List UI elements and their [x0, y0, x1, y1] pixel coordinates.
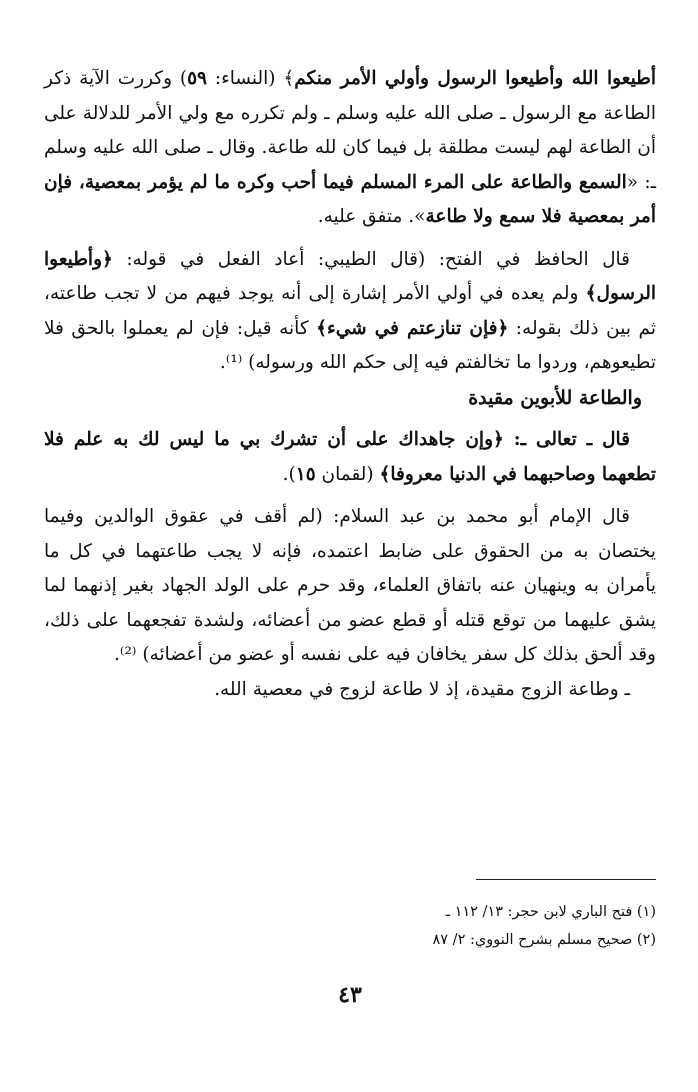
quote-intro: قال الحافظ في الفتح: (قال الطيبي: أعاد الفعل في قوله:: [112, 248, 630, 270]
verse-number: ١٥: [295, 463, 316, 485]
hadith-text: السمع والطاعة على المرء المسلم فيما أحب وكره ما لم يؤمر بمعصية، فإن أمر بمعصية فلا سمع ولا طاعة: [44, 171, 656, 227]
verse-number: ٥٩: [187, 68, 207, 89]
paragraph-2: [44, 243, 656, 381]
verse-text: ﴿وإن جاهداك على أن تشرك بي ما ليس لك به علم فلا تطعهما وصاحبهما في الدنيا معروفا﴾: [44, 429, 656, 485]
page-number: ٤٣: [338, 982, 362, 1008]
footnote-divider: [476, 879, 656, 880]
verse-text: أطيعوا الله وأطيعوا الرسول وأولي الأمر منكم: [294, 68, 657, 89]
paragraph-3: [44, 423, 656, 492]
section-heading: والطاعة للأبوين مقيدة: [468, 386, 642, 409]
paragraph-1: [44, 62, 656, 235]
commentary-text: ) وكررت الآية ذكر الطاعة مع الرسول ـ صلى الله عليه وسلم ـ ولم تكرره مع ولي الأمر للدلالة على أن الطاعة لهم ليست مطلقة بل فيما كان لله طاعة. وقال ـ صلى الله عليه وسلم ـ: «: [44, 68, 656, 193]
verse-reference: (لقمان: [315, 463, 380, 485]
verse-fragment-1: ﴿وأطيعوا الرسول﴾: [44, 248, 656, 304]
paragraph-5: [44, 673, 656, 708]
closing-line: ـ وطاعة الزوج مقيدة، إذ لا طاعة لزوج في معصية الله.: [214, 678, 630, 700]
imam-quote: قال الإمام أبو محمد بن عبد السلام: (لم أقف في عقوق الوالدين وفيما يختصان به من الحقوق على ضابط اعتمده، فإنه لا يجب طاعتهما في كل ما يأمران به وينهيان عنه باتفاق العلماء، وقد حرم على الولد الجهاد بغير إذنهما لما يشق عليهما من توقع قتله أو قطع عضو من أعضائه، ولشدة تفجعهما على ذلك، وقد ألحق بذلك كل سفر يخافان فيه على نفسه أو عضو من أعضائه) ⁽²⁾.: [44, 506, 656, 665]
footnote-2: (٢) صحيح مسلم بشرح النووي: ٢/ ٨٧: [432, 932, 656, 948]
verse-reference: ﴾ (النساء:: [207, 68, 295, 89]
verse-fragment-2: ﴿فإن تنازعتم في شيء﴾: [316, 317, 509, 339]
verse-intro: قال ـ تعالى ـ:: [503, 429, 630, 450]
verse-reference-end: ).: [282, 463, 296, 485]
paragraph-4: [44, 500, 656, 673]
quote-body: ولم يعده في أولي الأمر إشارة إلى أنه يوجد فيهم من لا تجب طاعته، ثم بين ذلك بقوله:: [44, 283, 656, 339]
hadith-source: ». متفق عليه.: [317, 206, 426, 227]
page: [44, 62, 656, 1072]
quote-end: كأنه قيل: فإن لم يعملوا بالحق فلا تطيعوهم، وردوا ما تخالفتم فيه إلى حكم الله ورسوله) ⁽¹⁾.: [44, 317, 656, 373]
footnote-1: (١) فتح الباري لابن حجر: ١٣/ ١١٢ ـ: [445, 904, 656, 920]
footnotes: [44, 898, 656, 954]
